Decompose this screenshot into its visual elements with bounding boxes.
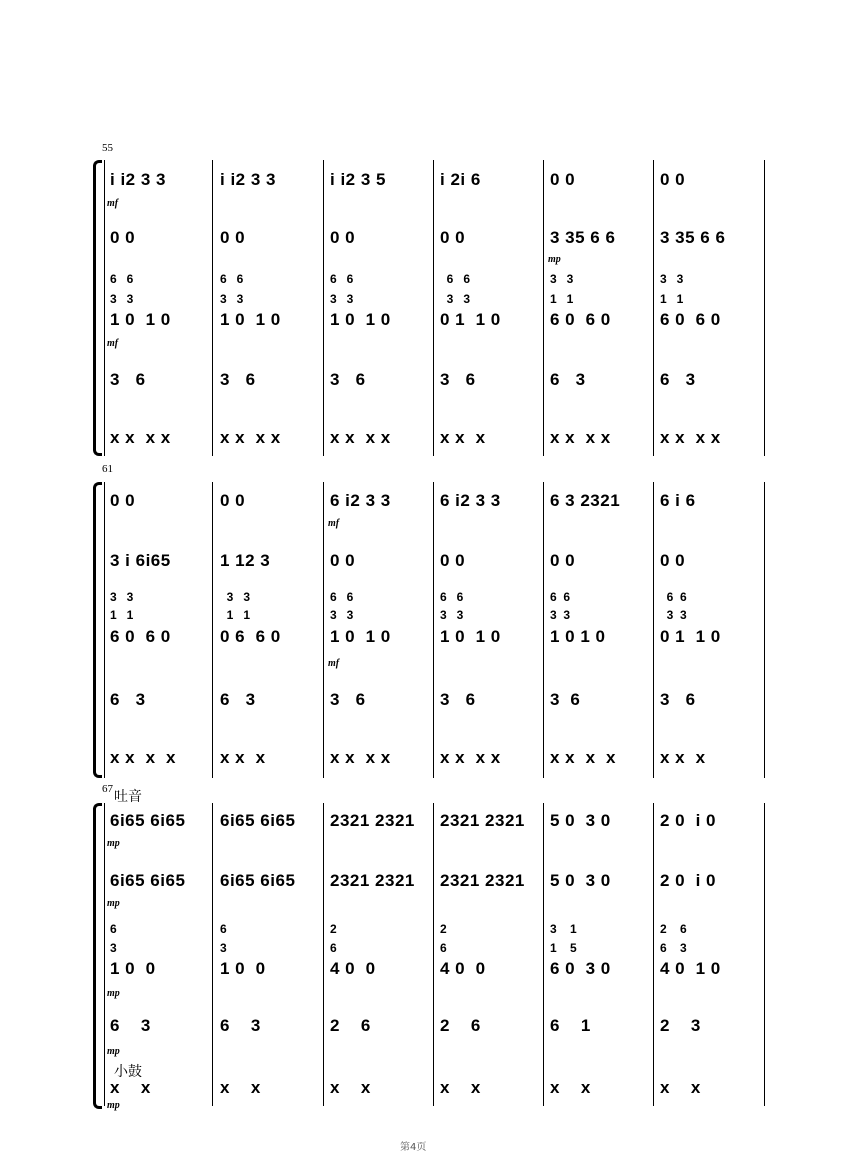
system-bracket — [93, 803, 102, 1109]
dynamic-marking: mp — [107, 1100, 120, 1111]
chord-mid: 6 — [330, 941, 337, 955]
barline — [543, 160, 544, 456]
notation-cell: 4 0 1 0 — [660, 959, 721, 978]
notation-cell: 6i65 6i65 — [220, 811, 296, 830]
barline — [323, 160, 324, 456]
notation-cell: x x — [550, 1078, 591, 1097]
chord-top: 3 3 — [220, 590, 251, 604]
chord-top: 6 6 — [440, 590, 464, 604]
notation-cell: 3 6 — [550, 690, 581, 709]
notation-cell: x x x x — [330, 748, 391, 767]
notation-cell: 0 0 — [330, 551, 356, 570]
notation-cell: 6i65 6i65 — [110, 811, 186, 830]
chord-mid: 3 3 — [660, 608, 687, 622]
chord-top: 6 6 — [440, 272, 471, 286]
notation-cell: 3 35 6 6 — [550, 228, 616, 247]
notation-cell: 0 1 1 0 — [660, 627, 721, 646]
measure-number: 55 — [102, 142, 113, 154]
chord-top: 6 6 — [660, 590, 687, 604]
barline — [543, 803, 544, 1106]
notation-cell: 1 0 1 0 — [550, 627, 606, 646]
notation-cell: 1 12 3 — [220, 551, 271, 570]
chord-mid: 1 1 — [550, 292, 574, 306]
notation-cell: 2 6 — [330, 1016, 371, 1035]
chord-mid: 3 3 — [110, 292, 134, 306]
notation-cell: x x x x — [440, 748, 501, 767]
notation-cell: i i2 3 5 — [330, 170, 386, 189]
notation-cell: 6 3 — [220, 1016, 261, 1035]
notation-cell: 3 6 — [440, 690, 476, 709]
notation-cell: 0 0 — [660, 551, 686, 570]
dynamic-marking: mp — [107, 1046, 120, 1057]
barline — [212, 482, 213, 778]
notation-cell: 3 6 — [330, 690, 366, 709]
notation-cell: 5 0 3 0 — [550, 811, 611, 830]
notation-cell: 6 i2 3 3 — [330, 491, 391, 510]
barline — [764, 482, 765, 778]
notation-cell: 0 0 — [110, 228, 136, 247]
notation-cell: 0 0 — [550, 551, 576, 570]
notation-cell: 0 0 — [220, 491, 246, 510]
notation-cell: x x — [220, 1078, 261, 1097]
notation-cell: 6 0 6 0 — [110, 627, 171, 646]
notation-cell: 3 6 — [440, 370, 476, 389]
chord-mid: 3 3 — [330, 608, 354, 622]
chord-top: 3 3 — [660, 272, 684, 286]
notation-cell: 6 3 — [550, 370, 586, 389]
notation-cell: 1 0 1 0 — [220, 310, 281, 329]
notation-cell: 6 0 6 0 — [550, 310, 611, 329]
notation-cell: 2321 2321 — [330, 871, 415, 890]
dynamic-marking: mf — [107, 338, 119, 349]
chord-mid: 3 3 — [440, 292, 471, 306]
notation-cell: 1 0 1 0 — [440, 627, 501, 646]
section-label: 吐音 — [114, 789, 142, 805]
notation-cell: 0 0 — [330, 228, 356, 247]
notation-cell: 6 i2 3 3 — [440, 491, 501, 510]
notation-cell: x x x x — [110, 428, 171, 447]
notation-cell: 4 0 0 — [440, 959, 486, 978]
notation-cell: 2321 2321 — [440, 871, 525, 890]
notation-cell: 6i65 6i65 — [220, 871, 296, 890]
barline — [653, 160, 654, 456]
notation-cell: x x x — [660, 748, 706, 767]
barline — [543, 482, 544, 778]
notation-cell: 2 0 i 0 — [660, 871, 716, 890]
barline — [764, 160, 765, 456]
instrument-label: 小鼓 — [114, 1064, 142, 1080]
notation-cell: x x x x — [660, 428, 721, 447]
notation-cell: x x — [110, 1078, 151, 1097]
notation-cell: i i2 3 3 — [110, 170, 166, 189]
notation-cell: 3 35 6 6 — [660, 228, 726, 247]
chord-mid: 3 — [110, 941, 117, 955]
notation-cell: 6 3 — [110, 690, 146, 709]
barline — [433, 482, 434, 778]
system-bracket — [93, 160, 102, 456]
measure-number: 67 — [102, 783, 113, 795]
page-footer: 第4页 — [400, 1142, 427, 1153]
chord-top: 6 6 — [330, 272, 354, 286]
chord-mid: 6 3 — [660, 941, 687, 955]
barline — [653, 803, 654, 1106]
chord-mid: 1 1 — [660, 292, 684, 306]
chord-top: 3 3 — [110, 590, 134, 604]
barline — [323, 482, 324, 778]
notation-cell: 6 3 — [660, 370, 696, 389]
notation-cell: x x x x — [220, 428, 281, 447]
dynamic-marking: mp — [548, 254, 561, 265]
chord-mid: 3 3 — [550, 608, 571, 622]
barline — [323, 803, 324, 1106]
notation-cell: x x x — [440, 428, 486, 447]
notation-cell: 1 0 1 0 — [110, 310, 171, 329]
chord-top: 6 6 — [110, 272, 134, 286]
notation-cell: 3 i 6i65 — [110, 551, 171, 570]
notation-cell: 6 0 6 0 — [660, 310, 721, 329]
chord-mid: 3 3 — [330, 292, 354, 306]
notation-cell: 1 0 0 — [220, 959, 266, 978]
notation-cell: 6 3 — [220, 690, 256, 709]
notation-cell: 1 0 1 0 — [330, 627, 391, 646]
chord-top: 6 6 — [220, 272, 244, 286]
notation-cell: 3 6 — [220, 370, 256, 389]
dynamic-marking: mp — [107, 988, 120, 999]
chord-mid: 1 1 — [220, 608, 251, 622]
notation-cell: 0 0 — [440, 551, 466, 570]
dynamic-marking: mp — [107, 838, 120, 849]
left-barline — [104, 803, 105, 1106]
chord-top: 6 6 — [550, 590, 571, 604]
chord-top: 2 — [330, 922, 337, 936]
barline — [433, 803, 434, 1106]
notation-cell: x x — [440, 1078, 481, 1097]
notation-cell: 0 6 6 0 — [220, 627, 281, 646]
notation-cell: 6 0 3 0 — [550, 959, 611, 978]
barline — [433, 160, 434, 456]
barline — [212, 803, 213, 1106]
chord-top: 3 3 — [550, 272, 574, 286]
dynamic-marking: mf — [328, 658, 340, 669]
notation-cell: x x x — [220, 748, 266, 767]
notation-cell: 0 0 — [660, 170, 686, 189]
notation-cell: x x — [330, 1078, 371, 1097]
notation-cell: x x x x — [330, 428, 391, 447]
chord-mid: 6 — [440, 941, 447, 955]
chord-mid: 3 3 — [440, 608, 464, 622]
notation-cell: 2321 2321 — [330, 811, 415, 830]
notation-cell: x x x x — [110, 748, 176, 767]
notation-cell: 3 6 — [110, 370, 146, 389]
notation-cell: 0 0 — [220, 228, 246, 247]
left-barline — [104, 160, 105, 456]
notation-cell: 3 6 — [330, 370, 366, 389]
notation-cell: 2321 2321 — [440, 811, 525, 830]
notation-cell: x x x x — [550, 428, 611, 447]
notation-cell: 1 0 1 0 — [330, 310, 391, 329]
notation-cell: x x — [660, 1078, 701, 1097]
barline — [653, 482, 654, 778]
notation-cell: i 2i 6 — [440, 170, 481, 189]
chord-mid: 3 3 — [220, 292, 244, 306]
dynamic-marking: mf — [107, 198, 119, 209]
notation-cell: 0 1 1 0 — [440, 310, 501, 329]
notation-cell: 5 0 3 0 — [550, 871, 611, 890]
notation-cell: 6 i 6 — [660, 491, 696, 510]
notation-cell: 2 3 — [660, 1016, 701, 1035]
measure-number: 61 — [102, 463, 113, 475]
notation-cell: 4 0 0 — [330, 959, 376, 978]
notation-cell: i i2 3 3 — [220, 170, 276, 189]
notation-cell: 6 3 — [110, 1016, 151, 1035]
notation-cell: x x x x — [550, 748, 616, 767]
chord-top: 2 6 — [660, 922, 687, 936]
notation-cell: 6 1 — [550, 1016, 591, 1035]
notation-cell: 0 0 — [440, 228, 466, 247]
notation-cell: 2 6 — [440, 1016, 481, 1035]
system-bracket — [93, 482, 102, 778]
chord-top: 6 6 — [330, 590, 354, 604]
left-barline — [104, 482, 105, 778]
notation-cell: 6i65 6i65 — [110, 871, 186, 890]
chord-top: 2 — [440, 922, 447, 936]
notation-cell: 3 6 — [660, 690, 696, 709]
chord-mid: 3 — [220, 941, 227, 955]
notation-cell: 0 0 — [550, 170, 576, 189]
barline — [212, 160, 213, 456]
notation-cell: 2 0 i 0 — [660, 811, 716, 830]
chord-top: 3 1 — [550, 922, 577, 936]
barline — [764, 803, 765, 1106]
notation-cell: 0 0 — [110, 491, 136, 510]
chord-mid: 1 5 — [550, 941, 577, 955]
chord-top: 6 — [110, 922, 117, 936]
dynamic-marking: mp — [107, 898, 120, 909]
notation-cell: 6 3 2321 — [550, 491, 621, 510]
notation-cell: 1 0 0 — [110, 959, 156, 978]
chord-mid: 1 1 — [110, 608, 134, 622]
chord-top: 6 — [220, 922, 227, 936]
dynamic-marking: mf — [328, 518, 340, 529]
